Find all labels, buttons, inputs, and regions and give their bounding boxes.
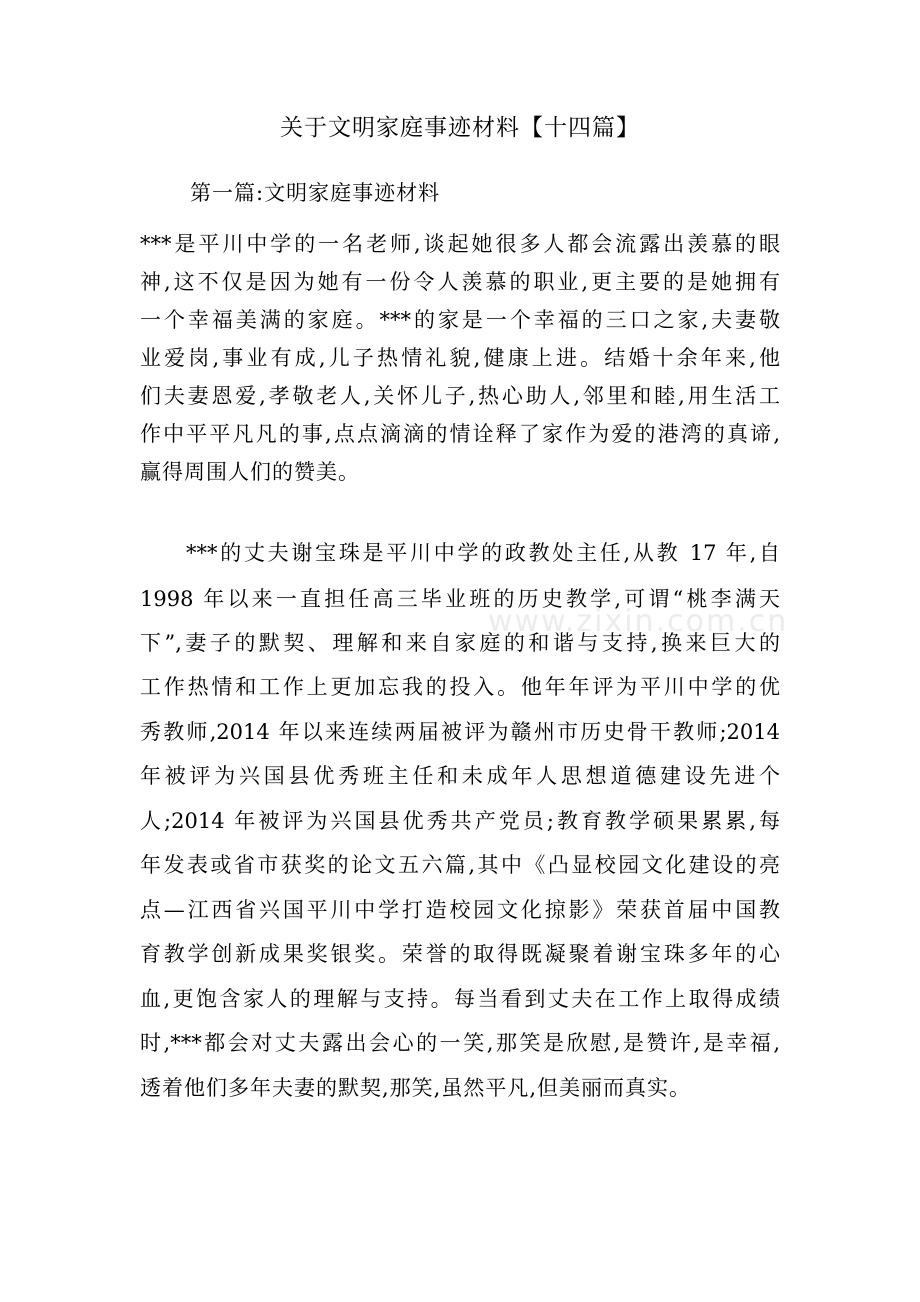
paragraph-2-line: 秀教师,2014 年以来连续两届被评为赣州市历史骨干教师;2014 bbox=[140, 720, 780, 744]
paragraph-1-line: 一个幸福美满的家庭。***的家是一个幸福的三口之家,夫妻敬 bbox=[140, 308, 780, 332]
paragraph-2-line: ***的丈夫谢宝珠是平川中学的政教处主任,从教 17 年,自 bbox=[186, 541, 780, 565]
paragraph-1-line: 们夫妻恩爱,孝敬老人,关怀儿子,热心助人,邻里和睦,用生活工 bbox=[140, 384, 780, 408]
document-title: 关于文明家庭事迹材料【十四篇】 bbox=[280, 115, 640, 141]
paragraph-2-line: 下”,妻子的默契、理解和来自家庭的和谐与支持,换来巨大的 bbox=[140, 631, 780, 655]
paragraph-2-line: 年被评为兴国县优秀班主任和未成年人思想道德建设先进个 bbox=[140, 764, 780, 788]
paragraph-1-line: 业爱岗,事业有成,儿子热情礼貌,健康上进。结婚十余年来,他 bbox=[140, 346, 780, 370]
paragraph-2-line: 人;2014 年被评为兴国县优秀共产党员;教育教学硕果累累,每 bbox=[140, 809, 780, 833]
section-heading: 第一篇:文明家庭事迹材料 bbox=[190, 181, 441, 205]
paragraph-1-line: 作中平平凡凡的事,点点滴滴的情诠释了家作为爱的港湾的真谛, bbox=[140, 422, 780, 446]
paragraph-2-line: 1998 年以来一直担任高三毕业班的历史教学,可谓“桃李满天 bbox=[140, 587, 780, 611]
paragraph-2-line: 点—江西省兴国平川中学打造校园文化掠影》荣获首届中国教 bbox=[140, 898, 780, 922]
paragraph-2-line: 透着他们多年夫妻的默契,那笑,虽然平凡,但美丽而真实。 bbox=[140, 1076, 692, 1100]
paragraph-1-line: 赢得周围人们的赞美。 bbox=[140, 460, 360, 484]
paragraph-1-line: ***是平川中学的一名老师,谈起她很多人都会流露出羡慕的眼 bbox=[140, 232, 780, 256]
paragraph-2-line: 时,***都会对丈夫露出会心的一笑,那笑是欣慰,是赞许,是幸福, bbox=[140, 1031, 780, 1055]
paragraph-2-line: 工作热情和工作上更加忘我的投入。他年年评为平川中学的优 bbox=[140, 675, 780, 699]
paragraph-2-line: 年发表或省市获奖的论文五六篇,其中《凸显校园文化建设的亮 bbox=[140, 853, 780, 877]
paragraph-1-line: 神,这不仅是因为她有一份令人羡慕的职业,更主要的是她拥有 bbox=[140, 270, 780, 294]
paragraph-2-line: 育教学创新成果奖银奖。荣誉的取得既凝聚着谢宝珠多年的心 bbox=[140, 942, 780, 966]
paragraph-2-line: 血,更饱含家人的理解与支持。每当看到丈夫在工作上取得成绩 bbox=[140, 987, 780, 1011]
watermark: www.zixin.com.cn bbox=[488, 604, 789, 639]
